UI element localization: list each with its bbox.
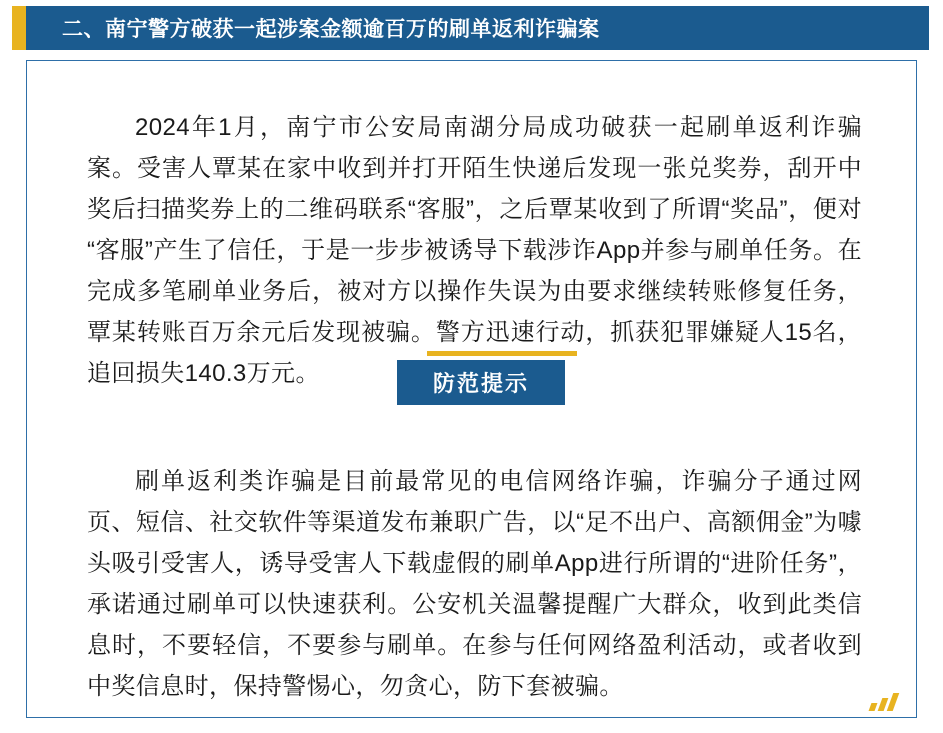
- stripe-tall: [887, 693, 900, 711]
- prevention-paragraph: 刷单返利类诈骗是目前最常见的电信网络诈骗，诈骗分子通过网页、短信、社交软件等渠道发布兼职广告，以“足不出户、高额佣金”为噱头吸引受害人，诱导受害人下载虚假的刷单App进行所谓的“进阶任务”，承诺通过刷单可以快速获利。公安机关温馨提醒广大群众，收到此类信息时，不要轻信，不要参与刷单。在参与任何网络盈利活动，或者收到中奖信息时，保持警惕心，勿贪心，防下套被骗。: [87, 468, 862, 700]
- page-header: [0, 0, 943, 55]
- content-frame: [26, 60, 917, 718]
- stripe-short: [869, 703, 878, 711]
- header-title-bar: [26, 6, 929, 50]
- case-paragraph: 2024年1月，南宁市公安局南湖分局成功破获一起刷单返利诈骗案。受害人覃某在家中收到并打开陌生快递后发现一张兑奖券，刮开中奖后扫描奖券上的二维码联系“客服”，之后覃某收到了所谓“奖品”，便对“客服”产生了信任，于是一步步被诱导下载涉诈App并参与刷单任务。在完成多笔刷单业务后，被对方以操作失误为由要求继续转账修复任务，覃某转账百万余元后发现被骗。警方迅速行动，抓获犯罪嫌疑人15名，追回损失140.3万元。: [87, 114, 862, 387]
- tip-label: 防范提示: [432, 371, 529, 396]
- corner-stripes-decoration: [870, 691, 896, 711]
- page-title: 二、南宁警方破获一起涉案金额逾百万的刷单返利诈骗案: [62, 17, 600, 41]
- tip-accent-line: [427, 351, 577, 356]
- prevention-tip-banner: [397, 351, 587, 411]
- header-accent-bar: [12, 6, 26, 50]
- tip-box: [397, 360, 565, 405]
